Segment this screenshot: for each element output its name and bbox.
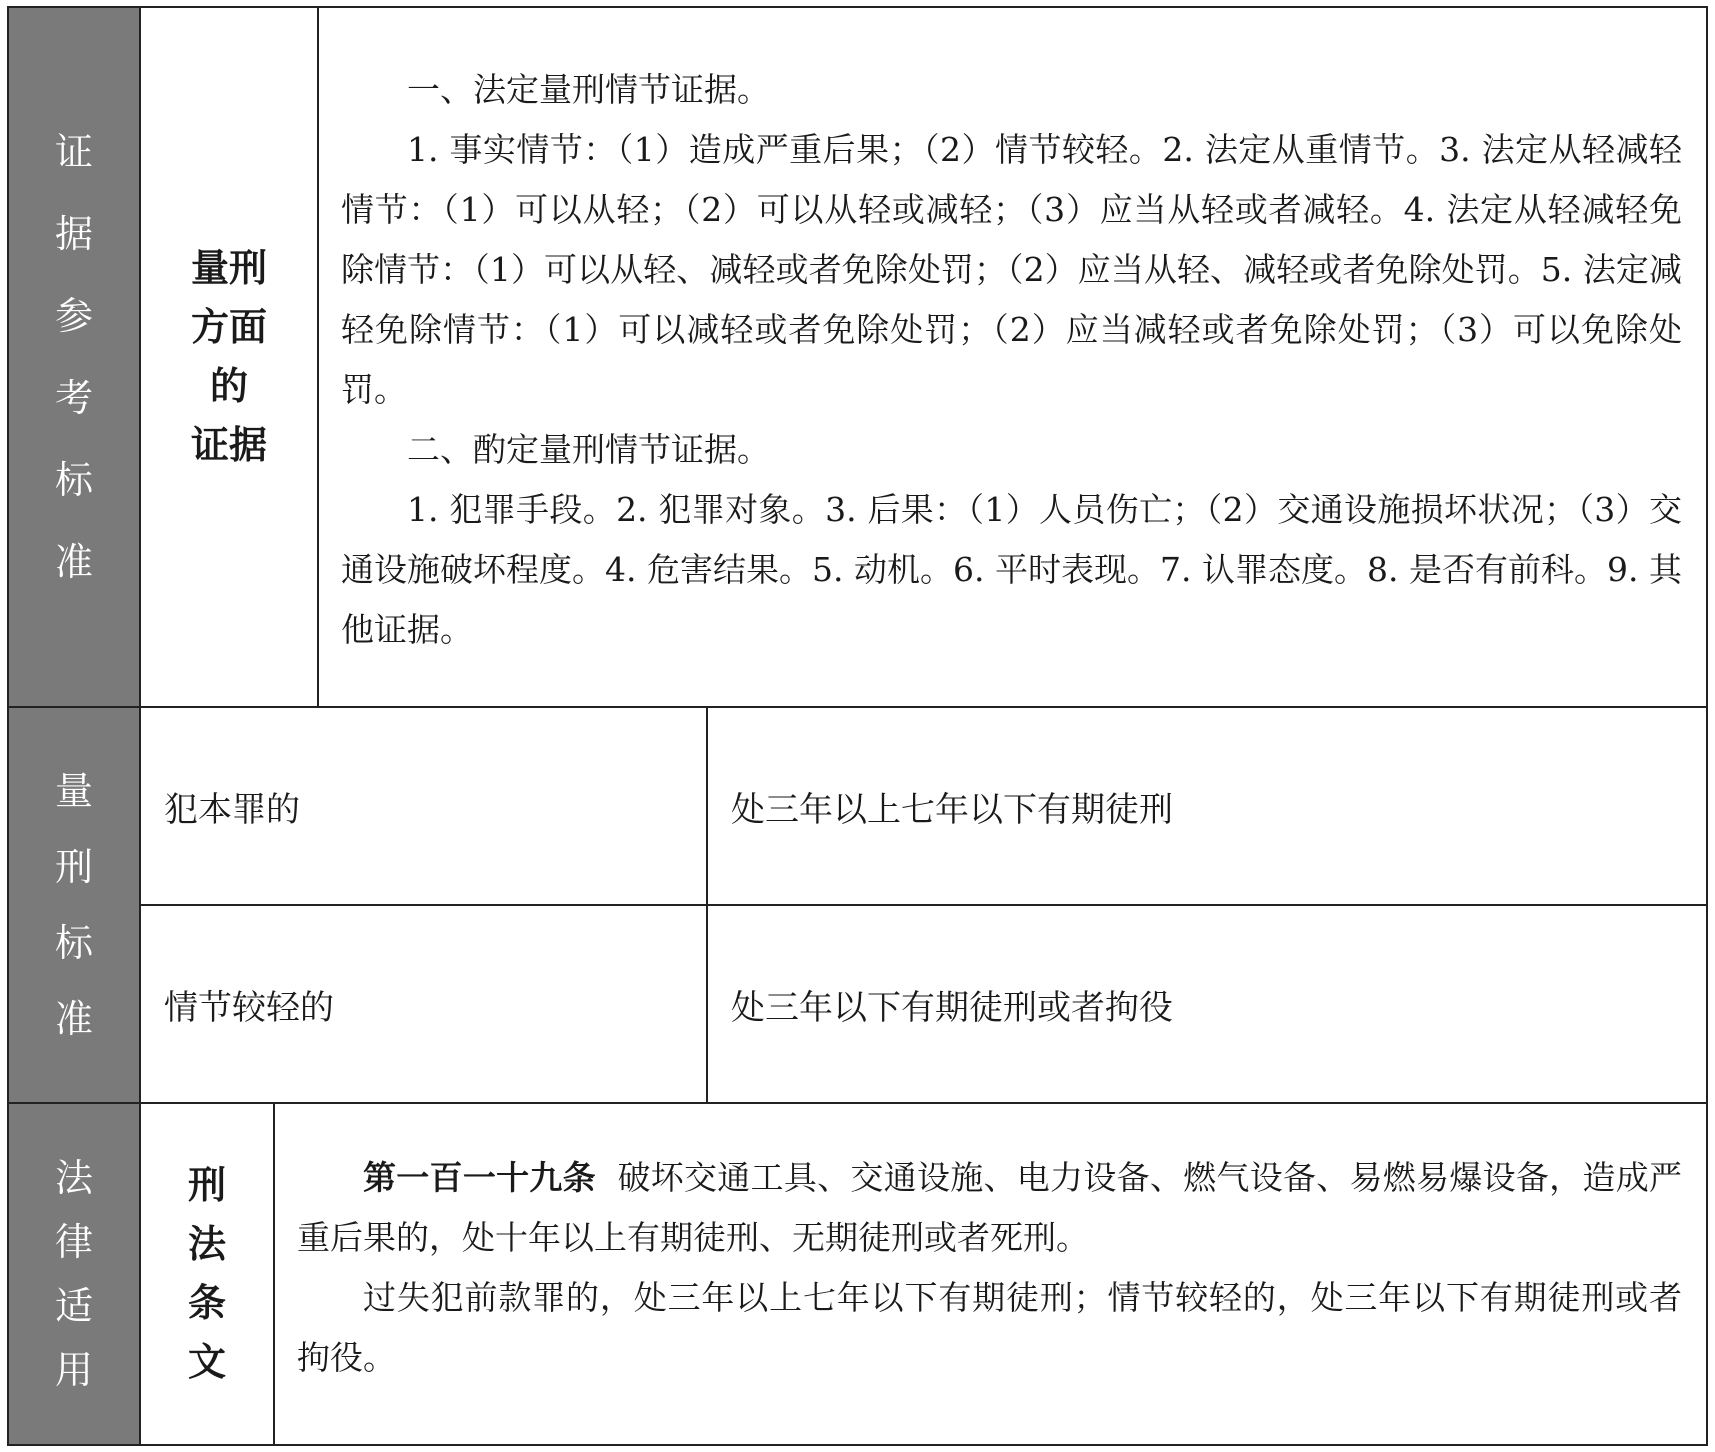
evidence-paragraph: 二、酌定量刑情节证据。 [407, 430, 770, 469]
law-section [9, 1104, 1706, 1444]
evidence-paragraph: 1. 事实情节：（1）造成严重后果；（2）情节较轻。2. 法定从重情节。3. 法定从轻减轻情节：（1）可以从轻；（2）可以从轻或减轻；（3）应当从轻或者减轻。4. 法定从轻减轻免除情节：（1）可以从轻、减轻或者免除处罚；（2）应当从轻、减轻或者免除处罚。5. 法定减轻免除情节：（1）可以减轻或者免除处罚；（2）应当减轻或者免除处罚；（3）可以免除处罚。 [341, 130, 1682, 409]
side-char: 参 [54, 294, 93, 338]
category-line: 文 [187, 1339, 226, 1384]
evidence-section [9, 8, 1706, 706]
side-char: 据 [54, 212, 93, 256]
category-line: 量刑 [190, 246, 267, 291]
side-char: 标 [54, 458, 93, 502]
category-line: 条 [187, 1281, 226, 1325]
article-title: 第一百一十九条 [363, 1158, 596, 1197]
category-line: 的 [209, 364, 248, 408]
side-char: 适 [54, 1284, 93, 1328]
evidence-category-label [141, 8, 317, 706]
evidence-side-label [9, 8, 141, 706]
condition-cell [164, 906, 334, 1102]
side-char: 证 [54, 130, 93, 174]
law-side-label [9, 1104, 141, 1444]
sentencing-side-label [9, 708, 141, 1102]
sentencing-section [9, 708, 1706, 1102]
penalty-text: 处三年以下有期徒刑或者拘役 [731, 987, 1173, 1028]
article-text: 破坏交通工具、交通设施、电力设备、燃气设备、易燃易爆设备，造成严重后果的，处十年以上有期徒刑、无期徒刑或者死刑。 [297, 1158, 1683, 1257]
side-char: 量 [54, 769, 93, 813]
category-line: 证据 [190, 422, 267, 467]
evidence-content [319, 8, 1706, 706]
condition-cell [164, 708, 300, 904]
penalty-cell [731, 708, 1173, 904]
law-category-label [141, 1104, 273, 1444]
law-paragraph [297, 1148, 1682, 1268]
side-char: 标 [54, 921, 93, 965]
side-char: 准 [54, 540, 93, 584]
penalty-text: 处三年以上七年以下有期徒刑 [731, 789, 1173, 830]
legal-reference-table [7, 6, 1708, 1446]
side-char: 用 [54, 1348, 93, 1392]
category-line: 法 [187, 1222, 226, 1267]
condition-text: 犯本罪的 [164, 789, 300, 830]
side-char: 刑 [54, 845, 93, 889]
penalty-cell [731, 906, 1173, 1102]
category-line: 方面 [190, 305, 267, 350]
category-line: 刑 [187, 1163, 226, 1208]
side-char: 准 [54, 997, 93, 1041]
evidence-paragraph: 1. 犯罪手段。2. 犯罪对象。3. 后果：（1）人员伤亡；（2）交通设施损坏状况；（3）交通设施破坏程度。4. 危害结果。5. 动机。6. 平时表现。7. 认罪态度。8. 是否有前科。9. 其他证据。 [341, 490, 1682, 649]
side-char: 律 [54, 1220, 93, 1264]
evidence-paragraph: 一、法定量刑情节证据。 [407, 70, 770, 109]
law-content [275, 1104, 1706, 1444]
side-char: 法 [54, 1156, 93, 1200]
side-char: 考 [54, 376, 93, 420]
condition-text: 情节较轻的 [164, 987, 334, 1028]
law-paragraph: 过失犯前款罪的，处三年以上七年以下有期徒刑；情节较轻的，处三年以下有期徒刑或者拘役。 [297, 1278, 1682, 1377]
divider [706, 708, 708, 1102]
